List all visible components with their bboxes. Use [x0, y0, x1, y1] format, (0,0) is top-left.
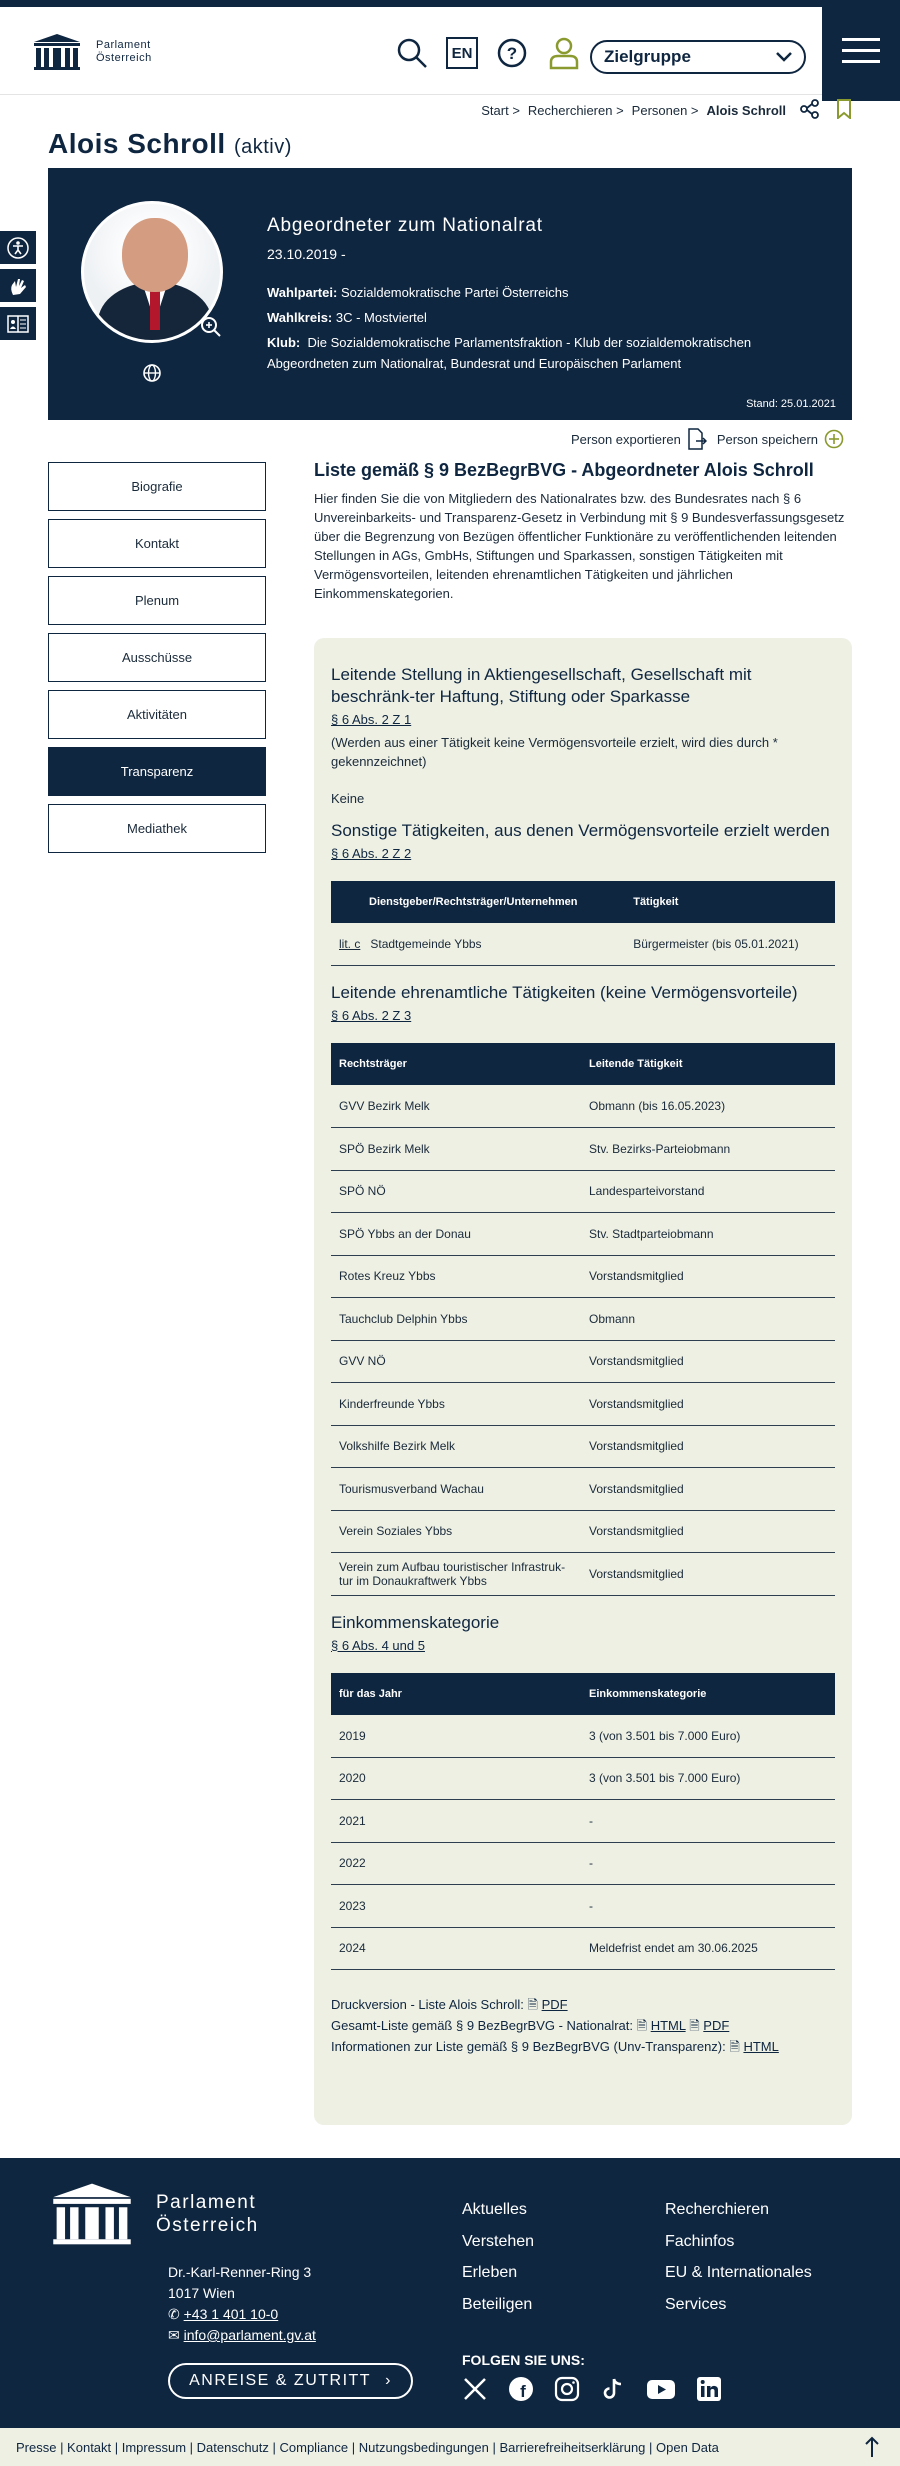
sec4-header-category: Einkommenskategorie: [581, 1673, 835, 1715]
table-row: [331, 1842, 835, 1885]
accessibility-toolbar: [0, 231, 36, 340]
tab-plenum[interactable]: Plenum: [48, 576, 266, 625]
table-row: [331, 1715, 835, 1758]
table-cell-value: Obmann: [581, 1298, 835, 1341]
table-cell-name: 2020: [331, 1757, 581, 1800]
sec3-header-org: Rechtsträger: [331, 1043, 581, 1085]
table-cell-value: Obmann (bis 16.05.2023): [581, 1085, 835, 1128]
table-cell-value: Landesparteivorstand: [581, 1170, 835, 1213]
footer-nav-1: [462, 2194, 534, 2320]
sec2-table: [331, 881, 835, 966]
sec1-note: (Werden aus einer Tätigkeit keine Vermögensvorteile erzielt, wird dies durch * gekennzeichnet): [331, 735, 778, 769]
table-cell-value: Meldefrist endet am 30.06.2025: [581, 1927, 835, 1970]
person-tabs: [48, 462, 266, 861]
table-row: [331, 1128, 835, 1171]
table-row: [331, 1383, 835, 1426]
person-status: (aktiv): [233, 136, 292, 158]
table-cell-value: -: [581, 1842, 835, 1885]
print-pdf-link[interactable]: PDF: [541, 1997, 568, 2012]
chevron-right-icon: ›: [385, 2372, 392, 2389]
person-card: [48, 168, 852, 420]
table-cell-name: 2019: [331, 1715, 581, 1758]
table-row: [331, 1298, 835, 1341]
export-icon: [687, 428, 707, 450]
footer-link[interactable]: Aktuelles: [462, 2201, 527, 2218]
sec1-para-link[interactable]: § 6 Abs. 2 Z 1: [331, 712, 412, 727]
transparency-box: [314, 638, 852, 2125]
logo-line1: Parlament: [96, 39, 151, 51]
person-name: Alois Schroll: [48, 128, 226, 159]
breadcrumb-start[interactable]: Start >: [481, 103, 520, 118]
section-title: Liste gemäß § 9 BezBegrBVG - Abgeordneter Alois Schroll: [314, 460, 814, 480]
table-cell-value: Stv. Stadtparteiobmann: [581, 1213, 835, 1256]
phone-link[interactable]: +43 1 401 10-0: [183, 2306, 279, 2322]
search-icon[interactable]: [394, 35, 430, 71]
table-cell-value: 3 (von 3.501 bis 7.000 Euro): [581, 1757, 835, 1800]
table-row: [331, 1800, 835, 1843]
email-link[interactable]: info@parlament.gv.at: [183, 2327, 316, 2343]
export-person-button[interactable]: Person exportieren: [571, 428, 707, 450]
party-value: Sozialdemokratische Partei Österreichs: [340, 285, 569, 300]
youtube-icon[interactable]: [646, 2376, 676, 2402]
footer-link[interactable]: Fachinfos: [665, 2232, 735, 2250]
table-cell-name: 2024: [331, 1927, 581, 1970]
footer-link[interactable]: Erleben: [462, 2264, 518, 2281]
table-cell-value: Vorstandsmitglied: [581, 1340, 835, 1383]
breadcrumb: [481, 103, 786, 118]
help-icon[interactable]: [494, 35, 530, 71]
sign-language-icon[interactable]: [0, 269, 36, 302]
sec1-value: Keine: [331, 791, 365, 806]
table-row: [331, 1255, 835, 1298]
table-cell-name: Verein Soziales Ybbs: [331, 1510, 581, 1553]
scroll-top-icon[interactable]: [864, 2436, 880, 2458]
facebook-icon[interactable]: [508, 2376, 534, 2402]
table-row: [331, 1553, 835, 1596]
table-row: [331, 1213, 835, 1256]
language-button[interactable]: EN: [446, 37, 478, 69]
table-row: lit. c Stadtgemeinde Ybbs Bürgermeister (bis 05.01.2021): [331, 923, 835, 966]
parliament-logo-icon: [32, 33, 82, 71]
linkedin-icon[interactable]: [696, 2376, 722, 2402]
save-person-button[interactable]: Person speichern: [717, 429, 844, 449]
table-cell-name: Tourismusverband Wachau: [331, 1468, 581, 1511]
tab-transparenz[interactable]: Transparenz: [48, 747, 266, 796]
sec2-title: Sonstige Tätigkeiten, aus denen Vermögensvorteile erzielt werden: [331, 821, 830, 840]
audience-select-value: Zielgruppe: [604, 47, 691, 66]
svg-text:?: ?: [506, 44, 518, 63]
table-cell-value: Vorstandsmitglied: [581, 1383, 835, 1426]
tab-aktivitaeten[interactable]: Aktivitäten: [48, 690, 266, 739]
club-value: Die Sozialdemokratische Parlamentsfraktion - Klub der sozialdemokratischen Abgeordneten zum Nationalrat, Bundesrat und Europäischen Parlament: [267, 335, 752, 371]
table-cell-value: Vorstandsmitglied: [581, 1468, 835, 1511]
intro-text: Hier finden Sie die von Mitgliedern des Nationalrates bzw. des Bundesrates nach § 6 Unvereinbarkeits- und Transparenz-Gesetz in Verbindung mit § 9 Bundesverfassungsgesetz über die Begrenzung von Bezügen öffentlicher Funktionäre zu veröffentlichenden leitenden Stellungen in AGs, GmbHs, Stiftungen und Sparkassen, sonstigen Tätigkeiten mit Vermögensvorteilen, leitenden ehrenamtlichen Tätigkeiten und jährlichen Einkommenskategorien.: [314, 491, 845, 601]
breadcrumb-personen[interactable]: Personen >: [631, 103, 699, 118]
audience-select[interactable]: [590, 40, 806, 74]
globe-icon[interactable]: [142, 363, 162, 383]
footer-nav-2: [665, 2194, 812, 2320]
footer-link[interactable]: EU & Internationales: [665, 2264, 812, 2281]
footer-link[interactable]: Services: [665, 2295, 727, 2313]
top-bar: [0, 0, 900, 7]
district-value: 3C - Mostviertel: [335, 310, 427, 325]
table-cell-name: GVV Bezirk Melk: [331, 1085, 581, 1128]
tiktok-icon[interactable]: [600, 2376, 626, 2402]
footer-link[interactable]: Beteiligen: [462, 2295, 533, 2313]
arrival-button[interactable]: ANREISE & ZUTRITT ›: [168, 2363, 413, 2399]
sec3-header-activity: Leitende Tätigkeit: [581, 1043, 835, 1085]
social-links: [462, 2376, 722, 2402]
table-cell-name: Kinderfreunde Ybbs: [331, 1383, 581, 1426]
breadcrumb-current: Alois Schroll: [706, 103, 786, 118]
follow-label: FOLGEN SIE UNS:: [462, 2352, 585, 2368]
legal-links[interactable]: Presse | Kontakt | Impressum | Datenschutz | Compliance | Nutzungsbedingungen | Barrierefreiheitserklärung | Open Data: [0, 2428, 900, 2466]
table-cell-name: Volkshilfe Bezirk Melk: [331, 1425, 581, 1468]
sec4-table: [331, 1673, 835, 1971]
person-role: Abgeordneter zum Nationalrat: [267, 215, 543, 236]
lit-link[interactable]: lit. c: [339, 937, 361, 951]
sec3-para-link[interactable]: § 6 Abs. 2 Z 3: [331, 1008, 412, 1023]
table-cell-value: Vorstandsmitglied: [581, 1510, 835, 1553]
footer-address: Dr.-Karl-Renner-Ring 3 1017 Wien ✆ +43 1 401 10-0 ✉ info@parlament.gv.at: [168, 2264, 316, 2343]
district-row: Wahlkreis: 3C - Mostviertel: [267, 310, 427, 325]
table-cell-value: Vorstandsmitglied: [581, 1553, 835, 1596]
sec4-header-year: für das Jahr: [331, 1673, 581, 1715]
instagram-icon[interactable]: [554, 2376, 580, 2402]
x-icon[interactable]: [462, 2376, 488, 2402]
table-cell-value: Stv. Bezirks-Parteiobmann: [581, 1128, 835, 1171]
footer-logo[interactable]: Parlament Österreich: [48, 2182, 259, 2246]
tab-mediathek[interactable]: Mediathek: [48, 804, 266, 853]
list-html-link[interactable]: HTML: [650, 2018, 686, 2033]
table-cell-value: Vorstandsmitglied: [581, 1255, 835, 1298]
info-html-link[interactable]: HTML: [743, 2039, 779, 2054]
easy-language-icon[interactable]: [0, 307, 36, 340]
parliament-logo-icon: [48, 2182, 136, 2246]
footer-link[interactable]: Verstehen: [462, 2232, 535, 2250]
table-cell-name: 2022: [331, 1842, 581, 1885]
table-row: [331, 1170, 835, 1213]
sec2-header-activity: Tätigkeit: [625, 881, 835, 923]
page-title: [48, 128, 292, 160]
tab-biografie[interactable]: Biografie: [48, 462, 266, 511]
tab-kontakt[interactable]: Kontakt: [48, 519, 266, 568]
sec3-title: Leitende ehrenamtliche Tätigkeiten (keine Vermögensvorteile): [331, 983, 798, 1002]
transparency-intro: [314, 460, 852, 603]
table-row: [331, 1340, 835, 1383]
person-since: 23.10.2019 -: [267, 246, 346, 262]
table-row: [331, 1927, 835, 1970]
table-row: [331, 1425, 835, 1468]
sec4-para-link[interactable]: § 6 Abs. 4 und 5: [331, 1637, 425, 1653]
menu-button[interactable]: [822, 0, 900, 101]
sec1-title: Leitende Stellung in Aktiengesellschaft, Gesellschaft mit beschränk-ter Haftung, Stiftung oder Sparkasse: [331, 665, 752, 706]
downloads: Druckversion - Liste Alois Schroll: 🗎 PDF Gesamt-Liste gemäß § 9 BezBegrBVG - Nationalrat: 🗎 HTML 🗎 PDF Informationen zur Liste gemäß § 9 BezBegrBVG (Unv-Transparenz): 🗎 HTML: [331, 1997, 779, 2054]
site-header: [0, 7, 900, 95]
sec4-title: Einkommenskategorie: [331, 1612, 500, 1632]
table-cell-name: Rotes Kreuz Ybbs: [331, 1255, 581, 1298]
table-cell-value: Vorstandsmitglied: [581, 1425, 835, 1468]
table-cell-name: GVV NÖ: [331, 1340, 581, 1383]
accessibility-icon[interactable]: [0, 231, 36, 264]
table-cell-name: Tauchclub Delphin Ybbs: [331, 1298, 581, 1341]
club-row: Klub: Die Sozialdemokratische Parlamentsfraktion - Klub der sozialdemokratischen Abgeordneten zum Nationalrat, Bundesrat und Europäischen Parlament: [267, 335, 752, 371]
sec2-header-org: Dienstgeber/Rechtsträger/Unternehmen: [331, 881, 625, 923]
sec3-table: [331, 1043, 835, 1596]
user-icon[interactable]: [546, 35, 582, 71]
table-row: [331, 1468, 835, 1511]
table-row: [331, 1510, 835, 1553]
table-cell-name: SPÖ Ybbs an der Donau: [331, 1213, 581, 1256]
footer-link[interactable]: Recherchieren: [665, 2201, 770, 2218]
add-circle-icon: [824, 429, 844, 449]
share-icon[interactable]: [800, 99, 820, 119]
chevron-down-icon: [776, 52, 792, 62]
zoom-icon[interactable]: [200, 316, 222, 338]
table-cell-name: 2023: [331, 1885, 581, 1928]
list-pdf-link[interactable]: PDF: [703, 2018, 730, 2033]
table-cell-name: 2021: [331, 1800, 581, 1843]
sec2-para-link[interactable]: § 6 Abs. 2 Z 2: [331, 846, 412, 861]
table-row: [331, 1757, 835, 1800]
logo-line2: Österreich: [96, 52, 152, 64]
bookmark-icon[interactable]: [836, 99, 852, 119]
table-row: [331, 1885, 835, 1928]
table-cell-name: Verein zum Aufbau touristischer Infrastruk-tur im Donaukraftwerk Ybbs: [331, 1553, 581, 1596]
site-footer: [0, 2158, 900, 2428]
stand-date: Stand: 25.01.2021: [746, 398, 836, 410]
table-cell-name: SPÖ Bezirk Melk: [331, 1128, 581, 1171]
table-cell-value: -: [581, 1800, 835, 1843]
tab-ausschuesse[interactable]: Ausschüsse: [48, 633, 266, 682]
svg-text:f: f: [520, 2382, 526, 2401]
parliament-logo[interactable]: [32, 33, 152, 71]
table-row: [331, 1085, 835, 1128]
table-cell-value: -: [581, 1885, 835, 1928]
table-cell-value: 3 (von 3.501 bis 7.000 Euro): [581, 1715, 835, 1758]
party-row: Wahlpartei: Sozialdemokratische Partei Österreichs: [267, 285, 569, 300]
table-cell-name: SPÖ NÖ: [331, 1170, 581, 1213]
breadcrumb-recherchieren[interactable]: Recherchieren >: [527, 103, 624, 118]
